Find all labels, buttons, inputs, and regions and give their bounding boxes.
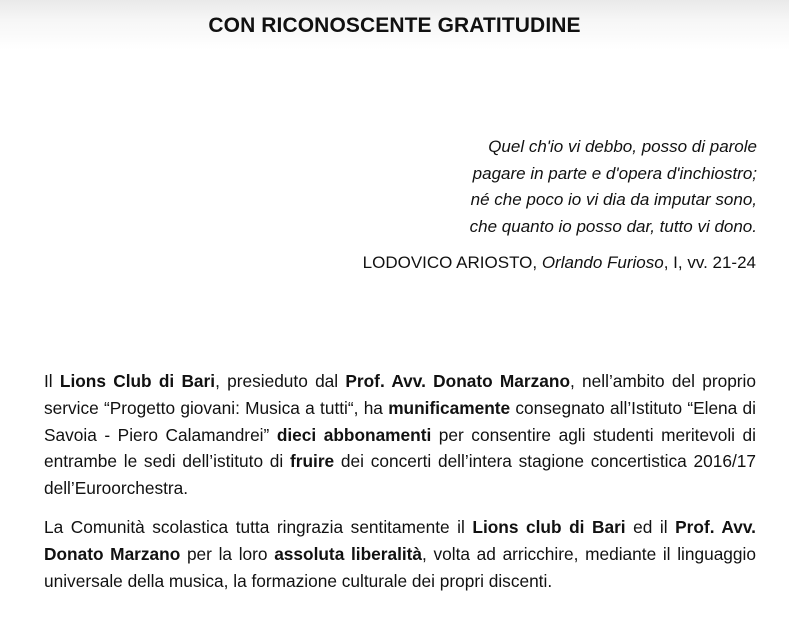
bold-word: dieci abbonamenti xyxy=(276,424,432,445)
text-run: dei concerti dell’intera stagione concertistica 2016/17 dell’Euroorchestra. xyxy=(44,451,756,499)
text-run: Il xyxy=(44,371,60,391)
paragraph-2 xyxy=(44,514,756,594)
bold-word: munificamente xyxy=(388,397,511,418)
text-run: per la loro xyxy=(180,543,275,564)
bold-word: assoluta liberalità xyxy=(274,543,423,564)
author-name: LODOVICO ARIOSTO, xyxy=(362,253,538,272)
bold-word: fruire xyxy=(289,451,335,472)
page-title: CON RICONOSCENTE GRATITUDINE xyxy=(208,14,581,37)
poem-quote xyxy=(470,134,757,240)
text-run: ed il xyxy=(625,517,676,537)
text-run: per consentire agli studenti meritevoli di entrambe le sedi dell’istituto di xyxy=(44,424,757,472)
text-run: , volta ad arricchire, mediante il linguaggio universale della musica, la formazione culturale dei propri discenti. xyxy=(44,543,756,591)
poem-line: che quanto io posso dar, tutto vi dono. xyxy=(469,216,757,236)
work-title: Orlando Furioso xyxy=(541,253,664,272)
poem-line: pagare in parte e d'opera d'inchiostro; xyxy=(472,163,757,183)
text-run: La Comunità scolastica tutta ringrazia sentitamente il xyxy=(44,517,473,537)
text-run: consegnato all’Istituto “Elena di Savoia - Piero Calamandrei” xyxy=(44,397,756,445)
poem-line: Quel ch'io vi debbo, posso di parole xyxy=(488,137,757,156)
bold-club-name: Lions Club di Bari xyxy=(59,371,216,391)
bold-president-name: Prof. Avv. Donato Marzano xyxy=(345,371,571,391)
bold-president-name: Prof. Avv. Donato Marzano xyxy=(44,517,756,564)
poem-line: né che poco io vi dia da imputar sono, xyxy=(470,190,757,209)
text-run: , nell’ambito del proprio service “Progetto giovani: Musica a tutti“, ha xyxy=(44,371,757,418)
verse-reference: , I, vv. 21-24 xyxy=(663,253,756,272)
bold-club-name: Lions club di Bari xyxy=(472,517,626,537)
paragraph-1 xyxy=(44,368,756,502)
quote-attribution xyxy=(363,253,756,273)
text-run: , presieduto dal xyxy=(215,371,346,391)
